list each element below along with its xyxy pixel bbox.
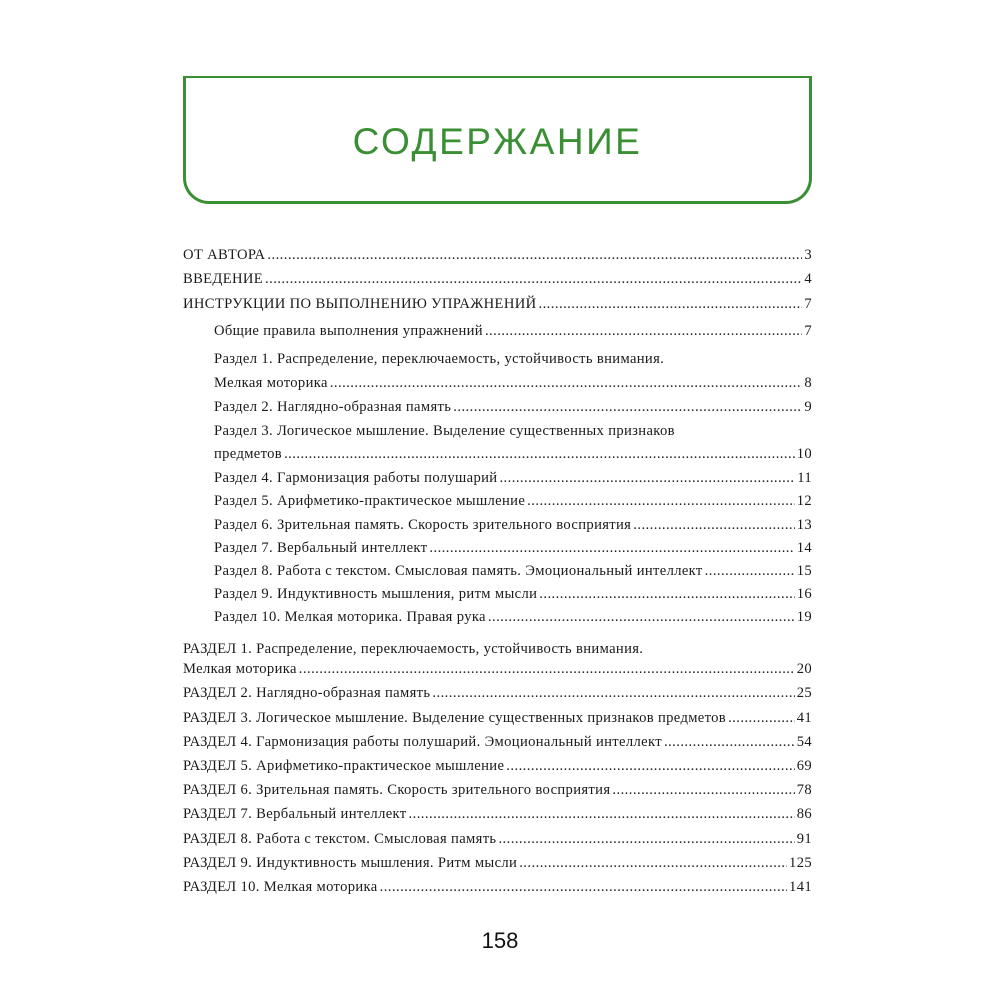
toc-page: 16 bbox=[796, 586, 812, 602]
toc-label: ВВЕДЕНИЕ bbox=[183, 271, 264, 287]
toc-leader bbox=[429, 539, 794, 557]
toc-page: 41 bbox=[796, 710, 812, 726]
toc-page: 78 bbox=[796, 782, 812, 798]
toc-page: 69 bbox=[796, 758, 812, 774]
toc-leader bbox=[380, 878, 787, 896]
toc-page: 13 bbox=[796, 517, 812, 533]
toc-entry-instr-section2[interactable] bbox=[214, 394, 812, 416]
toc-entry-author[interactable] bbox=[183, 242, 812, 264]
toc-label: РАЗДЕЛ 9. Индуктивность мышления. Ритм мысли bbox=[183, 855, 518, 871]
toc-entry-instr-section7[interactable] bbox=[214, 535, 812, 557]
toc-label: РАЗДЕЛ 5. Арифметико-практическое мышление bbox=[183, 758, 505, 774]
toc-page: 10 bbox=[796, 446, 812, 462]
toc-label: Общие правила выполнения упражнений bbox=[214, 323, 483, 339]
toc-page: 54 bbox=[796, 734, 812, 750]
toc-entry-section2[interactable] bbox=[183, 680, 812, 702]
toc-entry-instr-section4[interactable] bbox=[214, 465, 812, 487]
toc-page: 9 bbox=[804, 399, 812, 415]
toc-leader bbox=[538, 295, 802, 313]
toc-page: 7 bbox=[804, 323, 812, 339]
toc-page: 7 bbox=[804, 296, 812, 312]
toc-leader bbox=[664, 733, 795, 751]
toc-leader bbox=[539, 585, 794, 603]
toc-leader bbox=[488, 608, 795, 626]
toc-entry-section8[interactable] bbox=[183, 826, 812, 848]
toc-leader bbox=[453, 398, 802, 416]
toc-entry-instr-section10[interactable] bbox=[214, 604, 812, 626]
page-number: 158 bbox=[481, 928, 519, 953]
toc-label: Раздел 9. Индуктивность мышления, ритм мысли bbox=[214, 586, 538, 602]
toc-label: РАЗДЕЛ 2. Наглядно-образная память bbox=[183, 685, 431, 701]
toc-leader bbox=[265, 270, 802, 288]
toc-label: РАЗДЕЛ 3. Логическое мышление. Выделение существенных признаков предметов bbox=[183, 710, 727, 726]
toc-entry-section1[interactable] bbox=[183, 656, 812, 678]
toc-entry-instr-section3[interactable] bbox=[214, 441, 812, 463]
toc-label: РАЗДЕЛ 6. Зрительная память. Скорость зрительного восприятия bbox=[183, 782, 611, 798]
toc-leader bbox=[519, 854, 787, 872]
toc-entry-section5[interactable] bbox=[183, 753, 812, 775]
toc-leader bbox=[330, 374, 803, 392]
toc-entry-section3[interactable] bbox=[183, 705, 812, 727]
toc-label: Раздел 5. Арифметико-практическое мышление bbox=[214, 493, 526, 509]
toc-page: 141 bbox=[789, 879, 812, 895]
toc-entry-instr-section5[interactable] bbox=[214, 488, 812, 510]
toc-page: 15 bbox=[796, 563, 812, 579]
toc-page: 11 bbox=[797, 470, 812, 486]
toc-entry-instr-section8[interactable] bbox=[214, 558, 812, 580]
page-title: СОДЕРЖАНИЕ bbox=[352, 120, 643, 162]
toc-leader bbox=[527, 492, 795, 510]
toc-entry-instr-section3-line1: Раздел 3. Логическое мышление. Выделение существенных признаков bbox=[214, 423, 675, 439]
toc-leader bbox=[267, 246, 802, 264]
toc-page: 19 bbox=[796, 609, 812, 625]
toc-label: РАЗДЕЛ 7. Вербальный интеллект bbox=[183, 806, 407, 822]
toc-leader bbox=[485, 322, 802, 340]
toc-entry-section10[interactable] bbox=[183, 874, 812, 896]
toc-leader bbox=[612, 781, 794, 799]
toc-label: предметов bbox=[214, 446, 283, 462]
toc-entry-introduction[interactable] bbox=[183, 266, 812, 288]
toc-page: 14 bbox=[796, 540, 812, 556]
toc-entry-section6[interactable] bbox=[183, 777, 812, 799]
toc-label: РАЗДЕЛ 8. Работа с текстом. Смысловая память bbox=[183, 831, 497, 847]
toc-leader bbox=[409, 805, 795, 823]
toc-entry-section9[interactable] bbox=[183, 850, 812, 872]
toc-leader bbox=[499, 469, 795, 487]
toc-label: Мелкая моторика bbox=[183, 661, 297, 677]
toc-page: 91 bbox=[796, 831, 812, 847]
toc-entry-instructions[interactable] bbox=[183, 291, 812, 313]
toc-label: РАЗДЕЛ 4. Гармонизация работы полушарий. Эмоциональный интеллект bbox=[183, 734, 662, 750]
toc-page: 4 bbox=[804, 271, 812, 287]
title-box bbox=[183, 76, 812, 204]
toc-label: Раздел 8. Работа с текстом. Смысловая память. Эмоциональный интеллект bbox=[214, 563, 703, 579]
toc-label: ОТ АВТОРА bbox=[183, 247, 266, 263]
toc-entry-section4[interactable] bbox=[183, 729, 812, 751]
toc-leader bbox=[299, 660, 795, 678]
toc-entry-instr-section1[interactable] bbox=[214, 370, 812, 392]
toc-label: Раздел 4. Гармонизация работы полушарий bbox=[214, 470, 498, 486]
toc-page: 86 bbox=[796, 806, 812, 822]
toc-page: 3 bbox=[804, 247, 812, 263]
toc-label: Раздел 10. Мелкая моторика. Правая рука bbox=[214, 609, 486, 625]
toc-leader bbox=[498, 830, 794, 848]
toc-label: Раздел 7. Вербальный интеллект bbox=[214, 540, 428, 556]
toc-leader bbox=[284, 445, 795, 463]
toc-page: 8 bbox=[804, 375, 812, 391]
toc-leader bbox=[728, 709, 795, 727]
toc-leader bbox=[506, 757, 794, 775]
toc-label: РАЗДЕЛ 10. Мелкая моторика bbox=[183, 879, 378, 895]
toc-label: Мелкая моторика bbox=[214, 375, 328, 391]
toc-entry-instr-section6[interactable] bbox=[214, 512, 812, 534]
toc-label: Раздел 2. Наглядно-образная память bbox=[214, 399, 452, 415]
toc-entry-section7[interactable] bbox=[183, 801, 812, 823]
toc-leader bbox=[633, 516, 794, 534]
toc-leader bbox=[432, 684, 794, 702]
toc-entry-instr-section9[interactable] bbox=[214, 581, 812, 603]
toc-page: 20 bbox=[796, 661, 812, 677]
toc-leader bbox=[705, 562, 795, 580]
toc-entry-instr-section1-line1: Раздел 1. Распределение, переключаемость, устойчивость внимания. bbox=[214, 351, 665, 367]
toc-label: Раздел 6. Зрительная память. Скорость зрительного восприятия bbox=[214, 517, 632, 533]
toc-page: 25 bbox=[796, 685, 812, 701]
toc-page: 125 bbox=[789, 855, 812, 871]
toc-page: 12 bbox=[796, 493, 812, 509]
toc-entry-general-rules[interactable] bbox=[214, 318, 812, 340]
toc-entry-section1-line1: РАЗДЕЛ 1. Распределение, переключаемость, устойчивость внимания. bbox=[183, 641, 644, 657]
toc-label: ИНСТРУКЦИИ ПО ВЫПОЛНЕНИЮ УПРАЖНЕНИЙ bbox=[183, 296, 537, 312]
